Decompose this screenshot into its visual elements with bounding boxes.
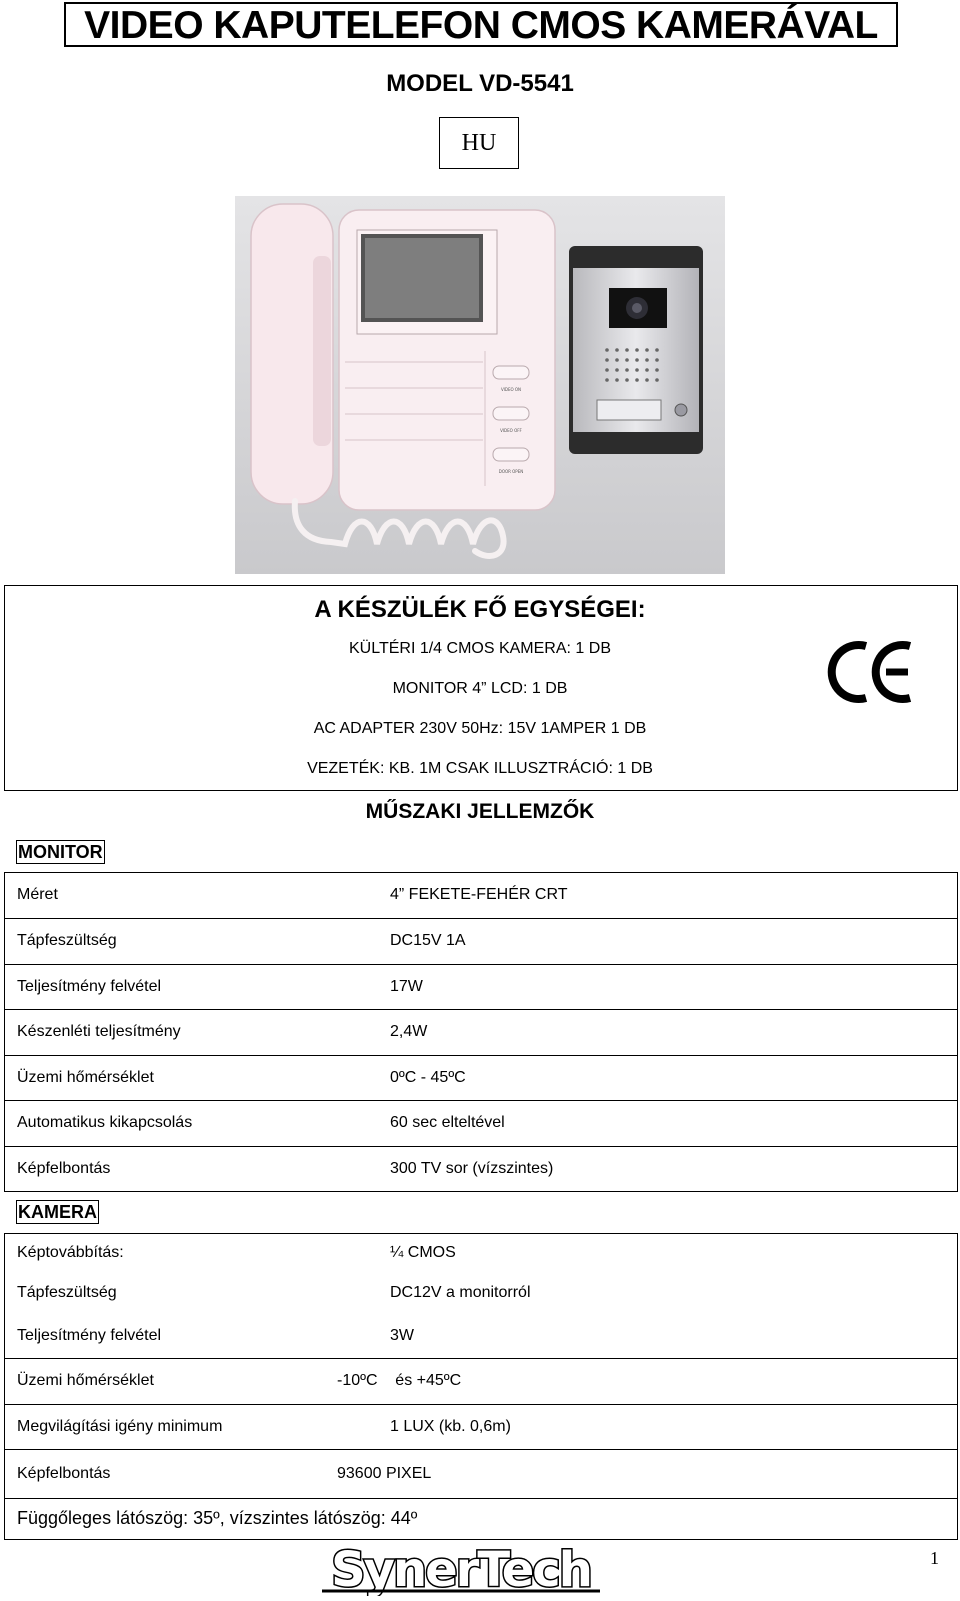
ce-mark-logo xyxy=(826,640,914,709)
spec-row xyxy=(4,1055,958,1100)
spec-row xyxy=(4,1313,958,1358)
spec-label: Üzemi hőmérséklet xyxy=(17,1068,154,1086)
spec-row xyxy=(4,1358,958,1404)
monitor-button-label: VIDEO OFF xyxy=(500,428,522,433)
spec-value: 1 LUX (kb. 0,6m) xyxy=(390,1417,511,1435)
spec-value: 93600 PIXEL xyxy=(337,1464,432,1482)
spec-value: DC12V a monitorról xyxy=(390,1284,531,1301)
spec-value: 2,4W xyxy=(390,1023,428,1040)
spec-label: Méret xyxy=(17,886,58,903)
spec-row xyxy=(4,872,958,918)
page-number: 1 xyxy=(930,1548,939,1568)
spec-label: Teljesítmény felvétel xyxy=(17,977,162,995)
spec-row xyxy=(4,1146,958,1191)
monitor-unit xyxy=(339,210,555,510)
spec-row xyxy=(4,1009,958,1055)
spec-label: Teljesítmény felvétel xyxy=(17,1326,162,1344)
spec-value: 60 sec elteltével xyxy=(390,1114,505,1131)
table-divider xyxy=(4,1191,958,1192)
main-units-title: A KÉSZÜLÉK FŐ EGYSÉGEI: xyxy=(314,596,646,623)
spec-value: 300 TV sor (vízszintes) xyxy=(390,1159,554,1177)
spec-label: Képfelbontás xyxy=(17,1464,111,1482)
viewing-angle-row xyxy=(4,1498,958,1540)
spec-row xyxy=(4,1449,958,1498)
spec-label: Tápfeszültség xyxy=(17,932,117,949)
camera-section-label: KAMERA xyxy=(18,1202,97,1222)
spec-row xyxy=(4,1273,958,1313)
spec-value: 4” FEKETE-FEHÉR CRT xyxy=(390,886,568,903)
spec-value: ¼ CMOS xyxy=(390,1244,456,1261)
synertech-logo xyxy=(316,1542,606,1601)
monitor-button-label: VIDEO ON xyxy=(500,387,522,392)
spec-label: Megvilágítási igény minimum xyxy=(17,1417,223,1435)
spec-row xyxy=(4,1233,958,1273)
spec-label: Készenléti teljesítmény xyxy=(17,1023,181,1040)
spec-value: -10ºC és +45ºC xyxy=(337,1372,462,1389)
spec-value: 3W xyxy=(390,1326,414,1344)
handset xyxy=(251,204,333,504)
spec-value: 17W xyxy=(390,977,423,995)
svg-text:SynerTech: SynerTech xyxy=(331,1542,591,1596)
door-camera-unit xyxy=(569,246,703,454)
monitor-section-label: MONITOR xyxy=(18,842,103,862)
unit-item: AC ADAPTER 230V 50Hz: 15V 1AMPER 1 DB xyxy=(313,720,647,737)
spec-label: Üzemi hőmérséklet xyxy=(17,1372,154,1389)
spec-value: 0ºC - 45ºC xyxy=(390,1068,466,1086)
monitor-button-label: DOOR OPEN xyxy=(498,469,524,474)
spec-row xyxy=(4,918,958,964)
specs-title: MŰSZAKI JELLEMZŐK xyxy=(365,800,595,823)
spec-label: Automatikus kikapcsolás xyxy=(17,1114,193,1131)
unit-item: KÜLTÉRI 1/4 CMOS KAMERA: 1 DB xyxy=(349,640,611,657)
language-badge: HU xyxy=(439,117,519,169)
model-number: MODEL VD-5541 xyxy=(386,70,574,97)
unit-item: MONITOR 4” LCD: 1 DB xyxy=(392,680,568,697)
spec-value: DC15V 1A xyxy=(390,932,466,949)
spec-row xyxy=(4,964,958,1009)
spec-label: Tápfeszültség xyxy=(17,1284,117,1301)
spec-label: Képtovábbítás: xyxy=(17,1244,124,1261)
unit-item: VEZETÉK: KB. 1M CSAK ILLUSZTRÁCIÓ: 1 DB xyxy=(307,760,653,777)
spec-label: Képfelbontás xyxy=(17,1159,111,1177)
document-title: VIDEO KAPUTELEFON CMOS KAMERÁVAL xyxy=(64,2,898,47)
product-photo xyxy=(235,196,725,574)
spec-row xyxy=(4,1404,958,1449)
viewing-angle-text: Függőleges látószög: 35º, vízszintes látószög: 44º xyxy=(17,1508,418,1528)
spec-row xyxy=(4,1100,958,1146)
